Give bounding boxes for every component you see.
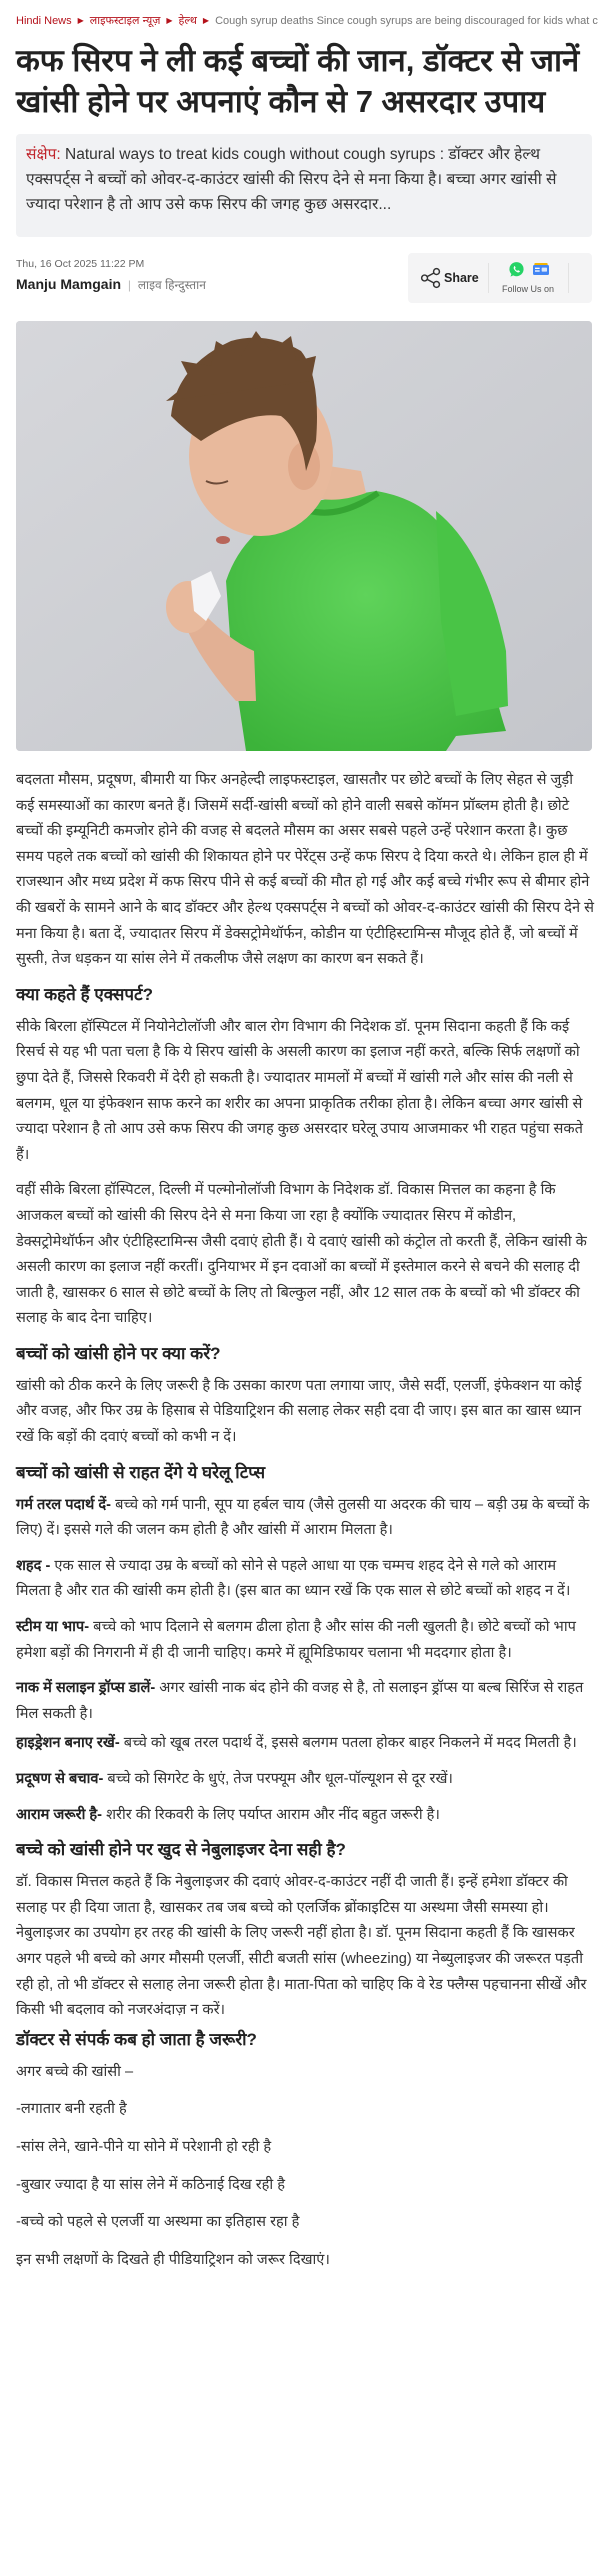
tip-item (16, 1731, 594, 1757)
publish-date: Thu, 16 Oct 2025 11:22 PM (16, 258, 145, 270)
google-news-icon[interactable] (533, 262, 549, 276)
tip-text: बच्चे को खूब तरल पदार्थ दें, इससे बलगम पतला होकर बाहर निकलने में मदद मिलती है। (119, 1735, 577, 1752)
tip-item (16, 1803, 594, 1829)
tip-title: शहद - (16, 1557, 51, 1574)
tip-item (16, 1615, 594, 1666)
tip-text: एक साल से ज्यादा उम्र के बच्चों को सोने से पहले आधा या एक चम्मच शहद देने से गले को आराम मिलता है और रात की खांसी कम होती है। (इस बात का ध्यान रखें कि एक साल से छोटे बच्चों को शहद न दें। (16, 1557, 571, 1600)
share-button[interactable] (420, 266, 479, 290)
intro-paragraph: बदलता मौसम, प्रदूषण, बीमारी या फिर अनहेल्दी लाइफस्टाइल, खासतौर पर छोटे बच्चों के लिए सेहत से जुड़ी कई समस्याओं का कारण बनते हैं। जिसमें सर्दी-खांसी बच्चों को होने वाली सबसे कॉमन प्रॉब्लम होती है। छोटे बच्चों की इम्यूनिटी कमजोर होने की वजह से बदलते मौसम का असर सबसे पहले उन्हें परेशान करता है। कुछ समय पहले तक बच्चों को खांसी की शिकायत होने पर पेरेंट्स उन्हें कफ सिरप दे दिया करते थे। लेकिन हाल ही में राजस्थान और मध्य प्रदेश में कफ सिरप पीने से कई बच्चों की मौत हो गई और कई बच्चे गंभीर रूप से बीमार होने की खबरों के सामने आने के बाद डॉक्टर और हेल्थ एक्सपर्ट्स ने बच्चों को ओवर-द-काउंटर खांसी की सिरप देने से मना किया है। बता दें, ज्यादातर सिरप में डेक्सट्रोमेथॉर्फन, कोडीन या एंटीहिस्टामिन्स मौजूद होते हैं, जो बच्चों में सुस्ती, तेज धड़कन या सांस लेने में तकलीफ जैसे लक्षण का कारण बन सकते हैं। (16, 772, 594, 968)
page-title: कफ सिरप ने ली कई बच्चों की जान, डॉक्टर से जानें खांसी होने पर अपनाएं कौन से 7 असरदार उपाय (16, 43, 580, 119)
tip-title: नाक में सलाइन ड्रॉप्स डालें- (16, 1680, 156, 1697)
breadcrumb-lifestyle[interactable]: लाइफस्टाइल न्यूज़ (89, 15, 161, 27)
hero-image (16, 321, 592, 751)
tip-title: प्रदूषण से बचाव- (16, 1771, 104, 1787)
follow-us (498, 259, 558, 295)
byline-divider: | (127, 278, 132, 292)
section-heading-doctor: डॉक्टर से संपर्क कब हो जाता है जरूरी? (16, 2029, 257, 2049)
summary-text: Natural ways to treat kids cough without cough syrups : डॉक्टर और हेल्थ एक्सपर्ट्स ने बच्चों को ओवर-द-काउंटर खांसी की सिरप देने से मना किया है। बच्चा अगर खांसी से ज्यादा परेशान है तो आप उसे कफ सिरप की जगह कुछ असरदार... (26, 146, 557, 213)
tip-item (16, 1767, 594, 1793)
section-heading-home-tips: बच्चों को खांसी से राहत देंगे ये घरेलू टिप्स (16, 1462, 266, 1482)
section-heading-what-to-do: बच्चों को खांसी होने पर क्या करें? (16, 1343, 221, 1363)
divider (488, 263, 489, 293)
tip-title: गर्म तरल पदार्थ दें- (16, 1496, 112, 1513)
breadcrumb-current: Cough syrup deaths Since cough syrups are being discouraged for kids what c (215, 15, 598, 27)
tip-item (16, 1676, 594, 1727)
tip-text: बच्चे को सिगरेट के धुएं, तेज परफ्यूम और धूल-पॉल्यूशन से दूर रखें। (103, 1771, 453, 1787)
divider (568, 263, 569, 293)
breadcrumb-separator-icon: ▶ (77, 16, 84, 25)
tip-text: बच्चे को भाप दिलाने से बलगम ढीला होता है और सांस की नली खुलती है। छोटे बच्चों को भाप हमेशा बड़ों की निगरानी में ही दी जानी चाहिए। कमरे में ह्यूमिडिफायर चलाना भी मददगार होता है। (16, 1619, 576, 1661)
experts-paragraph-1: सीके बिरला हॉस्पिटल में नियोनेटोलॉजी और बाल रोग विभाग की निदेशक डॉ. पूनम सिदाना कहती हैं कि कई रिसर्च से यह भी पता चला है कि ये सिरप खांसी के असली कारण का इलाज नहीं करते, बल्कि सिर्फ लक्षणों को छुपा देते हैं, जिससे रिकवरी में देरी हो सकती है। ज्यादातर मामलों में बच्चों में खांसी गले और सांस की नली से बलगम, धूल या इंफेक्शन साफ करने का शरीर का अपना प्राकृतिक तरीका होता है। लेकिन बच्चा अगर खांसी से ज्यादा परेशान है तो आप उसे कफ सिरप की जगह कुछ असरदार घरेलू उपाय आजमाकर भी राहत पहुंचा सकते हैं। (16, 1018, 583, 1163)
breadcrumb-separator-icon: ▶ (166, 16, 173, 25)
share-icon (420, 267, 442, 289)
breadcrumb-home[interactable]: Hindi News (16, 15, 72, 27)
tip-item (16, 1554, 594, 1605)
tip-text: बच्चे को गर्म पानी, सूप या हर्बल चाय (जैसे तुलसी या अदरक की चाय – बड़ी उम्र के बच्चों के लिए) दें। इससे गले की जलन कम होती है और खांसी में आराम मिलता है। (16, 1496, 590, 1539)
nebulizer-paragraph: डॉ. विकास मित्तल कहते हैं कि नेबुलाइजर की दवाएं ओवर-द-काउंटर नहीं दी जाती हैं। इन्हें हमेशा डॉक्टर की सलाह पर ही दिया जाता है, खासकर तब जब बच्चे को एलर्जिक ब्रोंकाइटिस या अस्थमा जैसी समस्या हो। नेबुलाइजर का उपयोग हर तरह की खांसी के लिए जरूरी नहीं होता है। डॉ. पूनम सिदाना कहती हैं कि खासकर अगर पहले भी बच्चे को अगर मौसमी एलर्जी, सीटी बजती सांस (wheezing) या नेब्युलाइजर की जरूरत पड़ती रही हो, तो भी डॉक्टर से सलाह लेना जरूरी होता है। माता-पिता को चाहिए कि वे रेड फ्लैग्स पहचानना सीखें और किसी भी बदलाव को नजरअंदाज़ न करें। (16, 1874, 587, 2019)
tip-item (16, 1493, 594, 1544)
follow-label: Follow Us on (501, 284, 555, 294)
share-follow-box (408, 253, 592, 303)
doctor-sign-item: -सांस लेने, खाने-पीने या सोने में परेशानी हो रही है (16, 2138, 272, 2155)
experts-paragraph-2: वहीं सीके बिरला हॉस्पिटल, दिल्ली में पल्मोनोलॉजी विभाग के निदेशक डॉ. विकास मित्तल का कहना है कि आजकल बच्चों को खांसी की सिरप देने से मना किया जा रहा है क्योंकि ज्यादातर सिरप में कोडीन, डेक्सट्रोमेथॉर्फन और एंटीहिस्टामिन्स जैसी दवाएं होती हैं। ये दवाएं खांसी को कंट्रोल तो करती हैं, लेकिन खांसी के असली कारण का इलाज नहीं करतीं। दुनियाभर में इन दवाओं का बच्चों में इस्तेमाल करने से बचने की सलाह दी जाती है, खासकर 6 साल से छोटे बच्चों के लिए तो बिल्कुल नहीं, और 12 साल तक के बच्चों को भी डॉक्टर की सलाह के बाद देना चाहिए। (16, 1182, 587, 1327)
doctor-outro: इन सभी लक्षणों के दिखते ही पीडियाट्रिशन को जरूर दिखाएं। (16, 2251, 330, 2268)
doctor-sign-item: -लगातार बनी रहती है (16, 2101, 127, 2118)
article-body (16, 768, 594, 2285)
publisher-name: लाइव हिन्दुस्तान (137, 278, 206, 292)
tip-title: हाइड्रेशन बनाए रखें- (16, 1735, 120, 1752)
breadcrumb-separator-icon: ▶ (202, 16, 210, 25)
breadcrumb-health[interactable]: हेल्थ (178, 15, 197, 27)
author-name[interactable]: Manju Mamgain (16, 276, 122, 292)
doctor-sign-item: -बुखार ज्यादा है या सांस लेने में कठिनाई दिख रही है (16, 2176, 285, 2193)
whatsapp-icon[interactable] (508, 261, 525, 278)
section-heading-experts: क्या कहते हैं एक्सपर्ट? (16, 984, 153, 1004)
tip-title: आराम जरूरी है- (16, 1806, 103, 1823)
doctor-intro: अगर बच्चे की खांसी – (16, 2063, 134, 2080)
tip-text: अगर खांसी नाक बंद होने की वजह से है, तो सलाइन ड्रॉप्स या बल्ब सिरिंज से राहत मिल सकती है। (16, 1680, 584, 1722)
tip-text: शरीर की रिकवरी के लिए पर्याप्त आराम और नींद बहुत जरूरी है। (102, 1806, 440, 1823)
doctor-sign-item: -बच्चे को पहले से एलर्जी या अस्थमा का इतिहास रहा है (16, 2214, 300, 2231)
what-to-do-paragraph: खांसी को ठीक करने के लिए जरूरी है कि उसका कारण पता लगाया जाए, जैसे सर्दी, एलर्जी, इंफेक्शन या कोई और वजह, और फिर उम्र के हिसाब से पेडियाट्रिशन की सलाह लेकर सही दवा दी जाए। इस बात का खास ध्यान रखें कि बड़ों की दवाएं बच्चों को कभी न दें। (16, 1377, 582, 1446)
summary-label: संक्षेप: (26, 146, 61, 163)
article-summary (16, 134, 592, 237)
share-label: Share (444, 271, 479, 285)
section-heading-nebulizer: बच्चे को खांसी होने पर खुद से नेबुलाइजर देना सही है? (16, 1840, 346, 1860)
boy-coughing-illustration (16, 321, 592, 751)
doctor-signs-list (16, 2060, 594, 2274)
breadcrumb (16, 14, 608, 28)
tip-title: स्टीम या भाप- (16, 1619, 90, 1636)
byline (16, 275, 296, 294)
article-meta (16, 257, 296, 294)
